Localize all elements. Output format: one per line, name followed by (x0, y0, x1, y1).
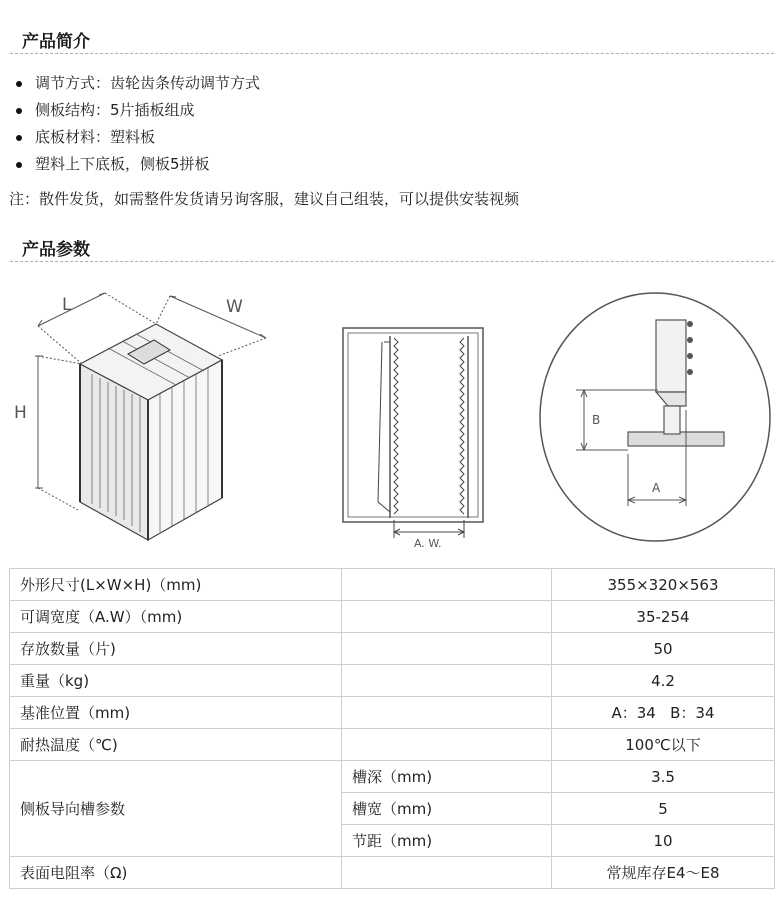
slot-detail-diagram (538, 290, 774, 544)
param-name: 侧板导向槽参数 (10, 761, 342, 857)
param-sub (342, 729, 552, 761)
param-value: 100℃以下 (552, 729, 775, 761)
params-divider (10, 261, 774, 262)
param-sub (342, 857, 552, 889)
table-row (10, 761, 775, 793)
param-name: 存放数量（片) (10, 633, 342, 665)
param-sub (342, 665, 552, 697)
label-h: H (14, 403, 27, 423)
params-title: 产品参数 (22, 240, 90, 260)
feature-item: 调节方式：齿轮齿条传动调节方式 (16, 70, 260, 97)
table-row (10, 729, 775, 761)
label-aw: A. W. (414, 537, 442, 550)
intro-divider (10, 53, 774, 54)
param-value: 常规库存E4～E8 (552, 857, 775, 889)
param-sub: 节距（mm) (342, 825, 552, 857)
table-row (10, 633, 775, 665)
param-name: 外形尺寸(L×W×H)（mm) (10, 569, 342, 601)
label-a: A (652, 481, 661, 495)
table-row (10, 665, 775, 697)
param-sub (342, 601, 552, 633)
feature-item: 塑料上下底板，侧板5拼板 (16, 151, 260, 178)
table-row (10, 601, 775, 633)
param-sub: 槽深（mm) (342, 761, 552, 793)
table-row (10, 697, 775, 729)
param-name: 重量（kg) (10, 665, 342, 697)
rack-topview-diagram (338, 322, 490, 554)
param-value: 50 (552, 633, 775, 665)
param-name: 耐热温度（℃) (10, 729, 342, 761)
feature-list (16, 70, 260, 178)
param-value: 10 (552, 825, 775, 857)
param-sub (342, 569, 552, 601)
param-value: 5 (552, 793, 775, 825)
feature-item: 侧板结构：5片插板组成 (16, 97, 260, 124)
param-value: 4.2 (552, 665, 775, 697)
params-table (9, 568, 775, 889)
param-sub (342, 697, 552, 729)
rack-isometric-diagram (8, 290, 278, 552)
param-sub: 槽宽（mm) (342, 793, 552, 825)
param-value: 35-254 (552, 601, 775, 633)
param-name: 可调宽度（A.W）（mm) (10, 601, 342, 633)
param-name: 表面电阻率（Ω) (10, 857, 342, 889)
table-row (10, 569, 775, 601)
label-b: B (592, 413, 601, 427)
feature-item: 底板材料：塑料板 (16, 124, 260, 151)
param-name: 基准位置（mm) (10, 697, 342, 729)
param-value: 355×320×563 (552, 569, 775, 601)
param-value: 3.5 (552, 761, 775, 793)
shipping-note: 注：散件发货，如需整件发货请另询客服，建议自己组装，可以提供安装视频 (9, 190, 520, 208)
param-sub (342, 633, 552, 665)
intro-title: 产品简介 (22, 32, 90, 52)
table-row (10, 857, 775, 889)
label-w: W (226, 297, 243, 317)
param-value: A：34 B：34 (552, 697, 775, 729)
label-l: L (62, 295, 72, 315)
